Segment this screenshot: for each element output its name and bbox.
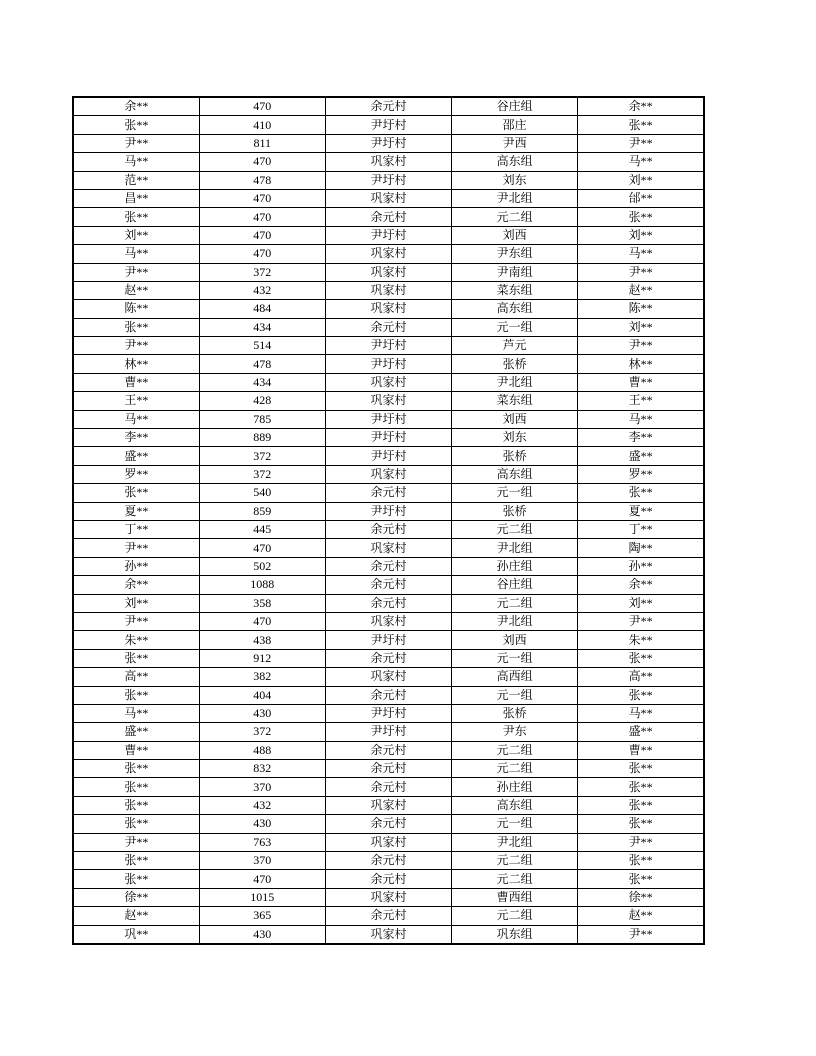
village-cell: 尹圩村 <box>325 429 451 447</box>
table-row <box>73 760 704 778</box>
amount-cell: 445 <box>199 520 325 538</box>
group-cell: 元二组 <box>452 594 578 612</box>
amount-cell: 470 <box>199 208 325 226</box>
group-cell: 尹北组 <box>452 539 578 557</box>
masked-name-right-cell: 丁** <box>578 520 704 538</box>
masked-name-right-cell: 邰** <box>578 189 704 207</box>
amount-cell: 470 <box>199 870 325 888</box>
amount-cell: 470 <box>199 153 325 171</box>
table-row <box>73 852 704 870</box>
amount-cell: 365 <box>199 907 325 925</box>
masked-name-right-cell: 王** <box>578 392 704 410</box>
group-cell: 元一组 <box>452 686 578 704</box>
village-cell: 尹圩村 <box>325 134 451 152</box>
amount-cell: 358 <box>199 594 325 612</box>
masked-name-right-cell: 曹** <box>578 741 704 759</box>
table-row <box>73 741 704 759</box>
group-cell: 刘东 <box>452 429 578 447</box>
amount-cell: 470 <box>199 245 325 263</box>
table-row <box>73 668 704 686</box>
village-cell: 巩家村 <box>325 263 451 281</box>
group-cell: 尹西 <box>452 134 578 152</box>
table-row <box>73 447 704 465</box>
group-cell: 尹东 <box>452 723 578 741</box>
group-cell: 谷庄组 <box>452 97 578 116</box>
masked-name-cell: 丁** <box>73 520 199 538</box>
amount-cell: 811 <box>199 134 325 152</box>
village-cell: 余元村 <box>325 778 451 796</box>
amount-cell: 502 <box>199 557 325 575</box>
amount-cell: 478 <box>199 171 325 189</box>
group-cell: 元二组 <box>452 520 578 538</box>
amount-cell: 470 <box>199 97 325 116</box>
masked-name-right-cell: 盛** <box>578 723 704 741</box>
masked-name-cell: 张** <box>73 778 199 796</box>
village-cell: 尹圩村 <box>325 355 451 373</box>
village-cell: 巩家村 <box>325 833 451 851</box>
amount-cell: 370 <box>199 778 325 796</box>
village-cell: 尹圩村 <box>325 502 451 520</box>
amount-cell: 859 <box>199 502 325 520</box>
masked-name-right-cell: 尹** <box>578 612 704 630</box>
village-cell: 巩家村 <box>325 245 451 263</box>
group-cell: 孙庄组 <box>452 557 578 575</box>
group-cell: 元二组 <box>452 907 578 925</box>
masked-name-cell: 马** <box>73 410 199 428</box>
masked-name-right-cell: 余** <box>578 97 704 116</box>
village-cell: 尹圩村 <box>325 723 451 741</box>
amount-cell: 430 <box>199 925 325 944</box>
group-cell: 张桥 <box>452 447 578 465</box>
village-cell: 巩家村 <box>325 373 451 391</box>
group-cell: 巩东组 <box>452 925 578 944</box>
group-cell: 张桥 <box>452 502 578 520</box>
masked-name-right-cell: 刘** <box>578 171 704 189</box>
village-cell: 尹圩村 <box>325 337 451 355</box>
group-cell: 张桥 <box>452 704 578 722</box>
village-cell: 余元村 <box>325 686 451 704</box>
table-row <box>73 263 704 281</box>
masked-name-right-cell: 张** <box>578 208 704 226</box>
masked-name-right-cell: 李** <box>578 429 704 447</box>
masked-name-right-cell: 马** <box>578 410 704 428</box>
group-cell: 元二组 <box>452 760 578 778</box>
table-row <box>73 300 704 318</box>
masked-name-cell: 罗** <box>73 465 199 483</box>
masked-name-cell: 尹** <box>73 612 199 630</box>
group-cell: 刘西 <box>452 226 578 244</box>
table-row <box>73 796 704 814</box>
masked-name-right-cell: 夏** <box>578 502 704 520</box>
table-row <box>73 704 704 722</box>
group-cell: 尹北组 <box>452 189 578 207</box>
table-row <box>73 723 704 741</box>
table-row <box>73 355 704 373</box>
group-cell: 孙庄组 <box>452 778 578 796</box>
village-cell: 余元村 <box>325 208 451 226</box>
village-cell: 余元村 <box>325 576 451 594</box>
masked-name-cell: 马** <box>73 153 199 171</box>
table-row <box>73 97 704 116</box>
amount-cell: 410 <box>199 116 325 134</box>
table-row <box>73 153 704 171</box>
group-cell: 刘西 <box>452 631 578 649</box>
group-cell: 元二组 <box>452 208 578 226</box>
amount-cell: 478 <box>199 355 325 373</box>
amount-cell: 430 <box>199 704 325 722</box>
group-cell: 谷庄组 <box>452 576 578 594</box>
masked-name-cell: 巩** <box>73 925 199 944</box>
masked-name-right-cell: 马** <box>578 704 704 722</box>
amount-cell: 372 <box>199 465 325 483</box>
masked-name-right-cell: 马** <box>578 245 704 263</box>
group-cell: 曹西组 <box>452 888 578 906</box>
amount-cell: 432 <box>199 796 325 814</box>
masked-name-cell: 盛** <box>73 447 199 465</box>
masked-name-right-cell: 张** <box>578 116 704 134</box>
table-row <box>73 392 704 410</box>
masked-name-right-cell: 孙** <box>578 557 704 575</box>
group-cell: 元一组 <box>452 484 578 502</box>
masked-name-right-cell: 赵** <box>578 907 704 925</box>
village-cell: 巩家村 <box>325 392 451 410</box>
masked-name-cell: 尹** <box>73 263 199 281</box>
masked-name-cell: 高** <box>73 668 199 686</box>
village-cell: 巩家村 <box>325 888 451 906</box>
masked-name-cell: 徐** <box>73 888 199 906</box>
table-row <box>73 870 704 888</box>
masked-name-right-cell: 张** <box>578 760 704 778</box>
masked-name-cell: 张** <box>73 760 199 778</box>
village-cell: 巩家村 <box>325 925 451 944</box>
group-cell: 尹北组 <box>452 612 578 630</box>
amount-cell: 912 <box>199 649 325 667</box>
masked-name-cell: 张** <box>73 870 199 888</box>
table-row <box>73 815 704 833</box>
masked-name-right-cell: 张** <box>578 778 704 796</box>
group-cell: 刘西 <box>452 410 578 428</box>
amount-cell: 430 <box>199 815 325 833</box>
masked-name-cell: 张** <box>73 815 199 833</box>
masked-name-cell: 曹** <box>73 373 199 391</box>
masked-name-cell: 王** <box>73 392 199 410</box>
masked-name-right-cell: 尹** <box>578 263 704 281</box>
records-table-body <box>73 97 704 944</box>
group-cell: 元二组 <box>452 852 578 870</box>
masked-name-right-cell: 曹** <box>578 373 704 391</box>
masked-name-cell: 尹** <box>73 134 199 152</box>
masked-name-cell: 余** <box>73 97 199 116</box>
group-cell: 高东组 <box>452 300 578 318</box>
table-row <box>73 539 704 557</box>
table-row <box>73 925 704 944</box>
village-cell: 巩家村 <box>325 668 451 686</box>
masked-name-cell: 尹** <box>73 833 199 851</box>
masked-name-right-cell: 张** <box>578 815 704 833</box>
table-row <box>73 833 704 851</box>
amount-cell: 832 <box>199 760 325 778</box>
masked-name-cell: 张** <box>73 484 199 502</box>
table-row <box>73 576 704 594</box>
masked-name-right-cell: 尹** <box>578 925 704 944</box>
group-cell: 高东组 <box>452 153 578 171</box>
village-cell: 余元村 <box>325 520 451 538</box>
masked-name-cell: 赵** <box>73 907 199 925</box>
table-row <box>73 612 704 630</box>
masked-name-cell: 刘** <box>73 226 199 244</box>
table-row <box>73 134 704 152</box>
masked-name-right-cell: 张** <box>578 686 704 704</box>
group-cell: 元二组 <box>452 870 578 888</box>
amount-cell: 785 <box>199 410 325 428</box>
masked-name-right-cell: 尹** <box>578 134 704 152</box>
group-cell: 张桥 <box>452 355 578 373</box>
masked-name-right-cell: 朱** <box>578 631 704 649</box>
village-cell: 尹圩村 <box>325 631 451 649</box>
group-cell: 菜东组 <box>452 392 578 410</box>
amount-cell: 470 <box>199 612 325 630</box>
masked-name-cell: 范** <box>73 171 199 189</box>
village-cell: 余元村 <box>325 557 451 575</box>
village-cell: 尹圩村 <box>325 447 451 465</box>
masked-name-cell: 夏** <box>73 502 199 520</box>
masked-name-cell: 李** <box>73 429 199 447</box>
table-row <box>73 245 704 263</box>
village-cell: 巩家村 <box>325 281 451 299</box>
village-cell: 余元村 <box>325 594 451 612</box>
masked-name-cell: 昌** <box>73 189 199 207</box>
amount-cell: 438 <box>199 631 325 649</box>
group-cell: 高东组 <box>452 465 578 483</box>
masked-name-cell: 朱** <box>73 631 199 649</box>
masked-name-right-cell: 陈** <box>578 300 704 318</box>
masked-name-cell: 马** <box>73 704 199 722</box>
masked-name-right-cell: 徐** <box>578 888 704 906</box>
table-row <box>73 281 704 299</box>
masked-name-cell: 马** <box>73 245 199 263</box>
village-cell: 尹圩村 <box>325 226 451 244</box>
masked-name-right-cell: 马** <box>578 153 704 171</box>
table-row <box>73 410 704 428</box>
amount-cell: 370 <box>199 852 325 870</box>
masked-name-cell: 张** <box>73 686 199 704</box>
masked-name-cell: 陈** <box>73 300 199 318</box>
table-row <box>73 888 704 906</box>
group-cell: 高西组 <box>452 668 578 686</box>
village-cell: 余元村 <box>325 484 451 502</box>
masked-name-right-cell: 张** <box>578 649 704 667</box>
amount-cell: 404 <box>199 686 325 704</box>
table-row <box>73 189 704 207</box>
table-row <box>73 686 704 704</box>
masked-name-right-cell: 张** <box>578 870 704 888</box>
table-row <box>73 226 704 244</box>
masked-name-right-cell: 林** <box>578 355 704 373</box>
group-cell: 尹北组 <box>452 373 578 391</box>
village-cell: 巩家村 <box>325 300 451 318</box>
village-cell: 巩家村 <box>325 153 451 171</box>
masked-name-cell: 余** <box>73 576 199 594</box>
village-cell: 余元村 <box>325 815 451 833</box>
village-cell: 尹圩村 <box>325 171 451 189</box>
village-cell: 余元村 <box>325 907 451 925</box>
group-cell: 元一组 <box>452 318 578 336</box>
amount-cell: 1088 <box>199 576 325 594</box>
village-cell: 巩家村 <box>325 465 451 483</box>
masked-name-cell: 张** <box>73 649 199 667</box>
group-cell: 尹南组 <box>452 263 578 281</box>
amount-cell: 889 <box>199 429 325 447</box>
masked-name-right-cell: 高** <box>578 668 704 686</box>
table-row <box>73 631 704 649</box>
masked-name-right-cell: 尹** <box>578 337 704 355</box>
table-row <box>73 502 704 520</box>
masked-name-right-cell: 张** <box>578 484 704 502</box>
masked-name-cell: 张** <box>73 116 199 134</box>
amount-cell: 434 <box>199 373 325 391</box>
amount-cell: 372 <box>199 447 325 465</box>
table-row <box>73 171 704 189</box>
amount-cell: 470 <box>199 189 325 207</box>
village-cell: 余元村 <box>325 649 451 667</box>
village-cell: 巩家村 <box>325 539 451 557</box>
amount-cell: 514 <box>199 337 325 355</box>
group-cell: 刘东 <box>452 171 578 189</box>
amount-cell: 372 <box>199 723 325 741</box>
village-cell: 余元村 <box>325 760 451 778</box>
amount-cell: 484 <box>199 300 325 318</box>
village-cell: 巩家村 <box>325 612 451 630</box>
masked-name-cell: 张** <box>73 852 199 870</box>
amount-cell: 540 <box>199 484 325 502</box>
masked-name-right-cell: 尹** <box>578 833 704 851</box>
amount-cell: 428 <box>199 392 325 410</box>
table-row <box>73 429 704 447</box>
masked-name-right-cell: 盛** <box>578 447 704 465</box>
village-cell: 余元村 <box>325 741 451 759</box>
group-cell: 元二组 <box>452 741 578 759</box>
amount-cell: 372 <box>199 263 325 281</box>
group-cell: 邵庄 <box>452 116 578 134</box>
table-row <box>73 373 704 391</box>
masked-name-cell: 尹** <box>73 337 199 355</box>
table-row <box>73 520 704 538</box>
table-row <box>73 594 704 612</box>
masked-name-cell: 林** <box>73 355 199 373</box>
records-table <box>72 96 705 945</box>
table-row <box>73 337 704 355</box>
masked-name-cell: 盛** <box>73 723 199 741</box>
masked-name-right-cell: 张** <box>578 852 704 870</box>
masked-name-right-cell: 余** <box>578 576 704 594</box>
amount-cell: 434 <box>199 318 325 336</box>
group-cell: 元一组 <box>452 649 578 667</box>
amount-cell: 382 <box>199 668 325 686</box>
masked-name-right-cell: 赵** <box>578 281 704 299</box>
masked-name-right-cell: 陶** <box>578 539 704 557</box>
masked-name-cell: 张** <box>73 208 199 226</box>
masked-name-right-cell: 刘** <box>578 226 704 244</box>
masked-name-right-cell: 刘** <box>578 318 704 336</box>
masked-name-cell: 张** <box>73 318 199 336</box>
table-row <box>73 649 704 667</box>
amount-cell: 470 <box>199 539 325 557</box>
amount-cell: 763 <box>199 833 325 851</box>
village-cell: 余元村 <box>325 97 451 116</box>
masked-name-cell: 孙** <box>73 557 199 575</box>
village-cell: 巩家村 <box>325 189 451 207</box>
amount-cell: 1015 <box>199 888 325 906</box>
table-row <box>73 557 704 575</box>
group-cell: 尹北组 <box>452 833 578 851</box>
group-cell: 高东组 <box>452 796 578 814</box>
masked-name-cell: 刘** <box>73 594 199 612</box>
group-cell: 尹东组 <box>452 245 578 263</box>
village-cell: 余元村 <box>325 852 451 870</box>
table-row <box>73 318 704 336</box>
village-cell: 余元村 <box>325 318 451 336</box>
table-row <box>73 465 704 483</box>
amount-cell: 488 <box>199 741 325 759</box>
masked-name-right-cell: 罗** <box>578 465 704 483</box>
table-row <box>73 116 704 134</box>
masked-name-right-cell: 刘** <box>578 594 704 612</box>
village-cell: 尹圩村 <box>325 704 451 722</box>
village-cell: 巩家村 <box>325 796 451 814</box>
table-row <box>73 208 704 226</box>
masked-name-cell: 张** <box>73 796 199 814</box>
amount-cell: 432 <box>199 281 325 299</box>
amount-cell: 470 <box>199 226 325 244</box>
masked-name-cell: 赵** <box>73 281 199 299</box>
group-cell: 芦元 <box>452 337 578 355</box>
village-cell: 余元村 <box>325 870 451 888</box>
table-row <box>73 484 704 502</box>
village-cell: 尹圩村 <box>325 410 451 428</box>
group-cell: 菜东组 <box>452 281 578 299</box>
masked-name-cell: 尹** <box>73 539 199 557</box>
masked-name-cell: 曹** <box>73 741 199 759</box>
masked-name-right-cell: 张** <box>578 796 704 814</box>
group-cell: 元一组 <box>452 815 578 833</box>
table-row <box>73 907 704 925</box>
table-row <box>73 778 704 796</box>
village-cell: 尹圩村 <box>325 116 451 134</box>
